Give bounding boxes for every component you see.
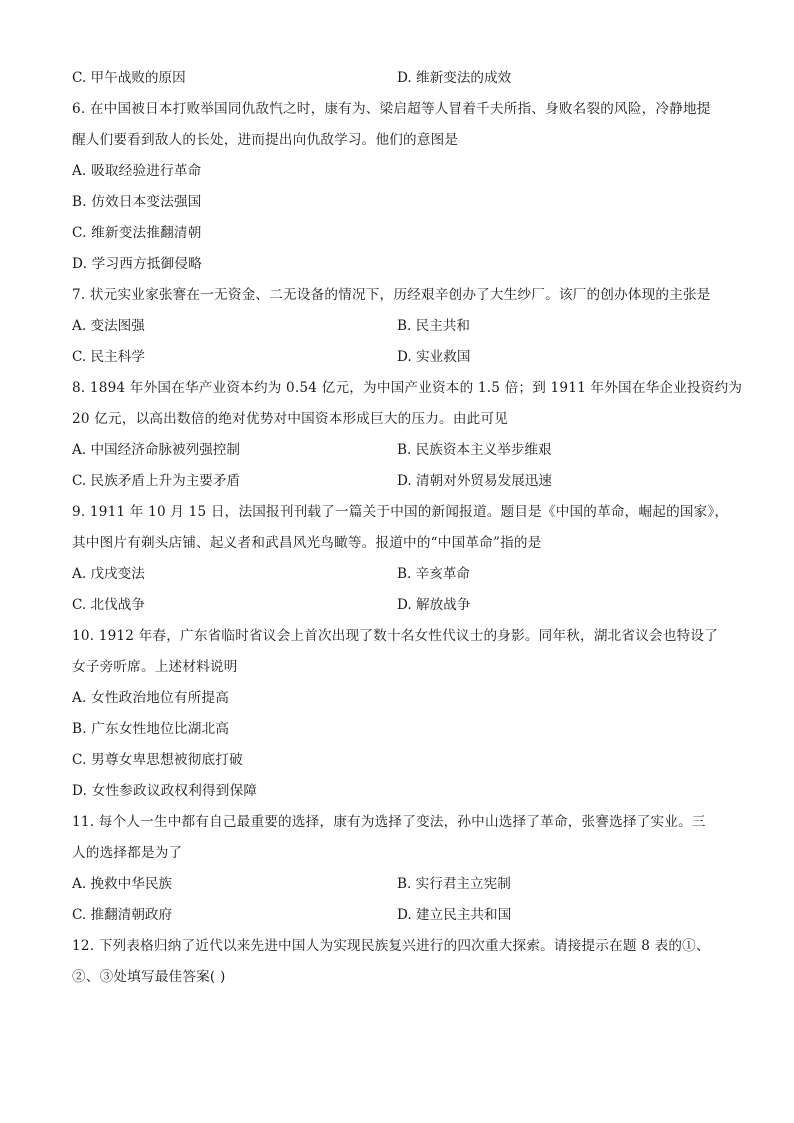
- q7-options-row-ab: [72, 311, 724, 342]
- q6-option-c[interactable]: C. 维新变法推翻清朝: [72, 225, 202, 241]
- q11-stem-line1: 11. 每个人一生中都有自己最重要的选择，康有为选择了变法，孙中山选择了革命，张謇选择了实业。三: [72, 814, 706, 830]
- q8-option-b[interactable]: B. 民族资本主义举步维艰: [397, 442, 552, 458]
- q10-option-d[interactable]: D. 女性参政议政权利得到保障: [72, 783, 258, 799]
- q9-option-d[interactable]: D. 解放战争: [397, 597, 471, 613]
- q8-options-row-ab: [72, 435, 724, 466]
- q6-stem-line1: 6. 在中国被日本打败举国同仇敌忾之时，康有为、梁启超等人冒着千夫所指、身败名裂的风险，冷静地提: [72, 101, 711, 117]
- q11-option-a[interactable]: A. 挽救中华民族: [72, 876, 173, 892]
- q10-stem-line2: 女子旁听席。上述材料说明: [72, 659, 238, 675]
- q11-option-c[interactable]: C. 推翻清朝政府: [72, 907, 173, 923]
- q9-stem-line1: 9. 1911 年 10 月 15 日，法国报刊刊载了一篇关于中国的新闻报道。题目是《中国的革命，崛起的国家》，: [72, 504, 729, 520]
- q9-options-row-cd: [72, 590, 724, 621]
- q11-stem-line2: 人的选择都是为了: [72, 845, 183, 861]
- q9-option-a[interactable]: A. 戊戌变法: [72, 566, 145, 582]
- q8-option-a[interactable]: A. 中国经济命脉被列强控制: [72, 442, 240, 458]
- q6-option-b[interactable]: B. 仿效日本变法强国: [72, 194, 202, 210]
- q8-option-d[interactable]: D. 清朝对外贸易发展迅速: [397, 473, 552, 489]
- q7-option-a[interactable]: A. 变法图强: [72, 318, 145, 334]
- q7-option-b[interactable]: B. 民主共和: [397, 318, 471, 334]
- q10-option-a[interactable]: A. 女性政治地位有所提高: [72, 690, 229, 706]
- q5-options-row: [72, 63, 724, 94]
- q7-option-d[interactable]: D. 实业救国: [397, 349, 471, 365]
- q9-stem-line2: 其中图片有剃头店铺、起义者和武昌风光鸟瞰等。报道中的“中国革命”指的是: [72, 535, 542, 551]
- q6-option-a[interactable]: A. 吸取经验进行革命: [72, 163, 202, 179]
- exam-page: [72, 63, 743, 993]
- q11-options-row-ab: [72, 869, 724, 900]
- q11-option-d[interactable]: D. 建立民主共和国: [397, 907, 512, 923]
- q7-option-c[interactable]: C. 民主科学: [72, 349, 145, 365]
- q8-options-row-cd: [72, 466, 724, 497]
- q10-option-b[interactable]: B. 广东女性地位比湖北高: [72, 721, 230, 737]
- q5-option-d[interactable]: D. 维新变法的成效: [397, 70, 512, 86]
- q6-stem-line2: 醒人们要看到敌人的长处，进而提出向仇敌学习。他们的意图是: [72, 132, 459, 148]
- q10-stem-line1: 10. 1912 年春，广东省临时省议会上首次出现了数十名女性代议士的身影。同年秋，湖北省议会也特设了: [72, 628, 718, 644]
- q8-stem-line1: 8. 1894 年外国在华产业资本约为 0.54 亿元，为中国产业资本的 1.5 倍；到 1911 年外国在华企业投资约为: [72, 380, 743, 396]
- q9-options-row-ab: [72, 559, 724, 590]
- q11-options-row-cd: [72, 900, 724, 931]
- q12-stem-line1: 12. 下列表格归纳了近代以来先进中国人为实现民族复兴进行的四次重大探索。请接提示在题 8 表的①、: [72, 938, 710, 954]
- q9-option-c[interactable]: C. 北伐战争: [72, 597, 145, 613]
- q5-option-c[interactable]: C. 甲午战败的原因: [72, 70, 186, 86]
- q12-stem-line2: ②、③处填写最佳答案( ): [72, 969, 226, 985]
- q6-option-d[interactable]: D. 学习西方抵御侵略: [72, 256, 203, 272]
- q8-stem-line2: 20 亿元，以高出数倍的绝对优势对中国资本形成巨大的压力。由此可见: [72, 411, 509, 427]
- q11-option-b[interactable]: B. 实行君主立宪制: [397, 876, 511, 892]
- q7-stem-line1: 7. 状元实业家张謇在一无资金、二无设备的情况下，历经艰辛创办了大生纱厂。该厂的创办体现的主张是: [72, 287, 711, 303]
- q9-option-b[interactable]: B. 辛亥革命: [397, 566, 471, 582]
- q7-options-row-cd: [72, 342, 724, 373]
- q10-option-c[interactable]: C. 男尊女卑思想被彻底打破: [72, 752, 243, 768]
- q8-option-c[interactable]: C. 民族矛盾上升为主要矛盾: [72, 473, 241, 489]
